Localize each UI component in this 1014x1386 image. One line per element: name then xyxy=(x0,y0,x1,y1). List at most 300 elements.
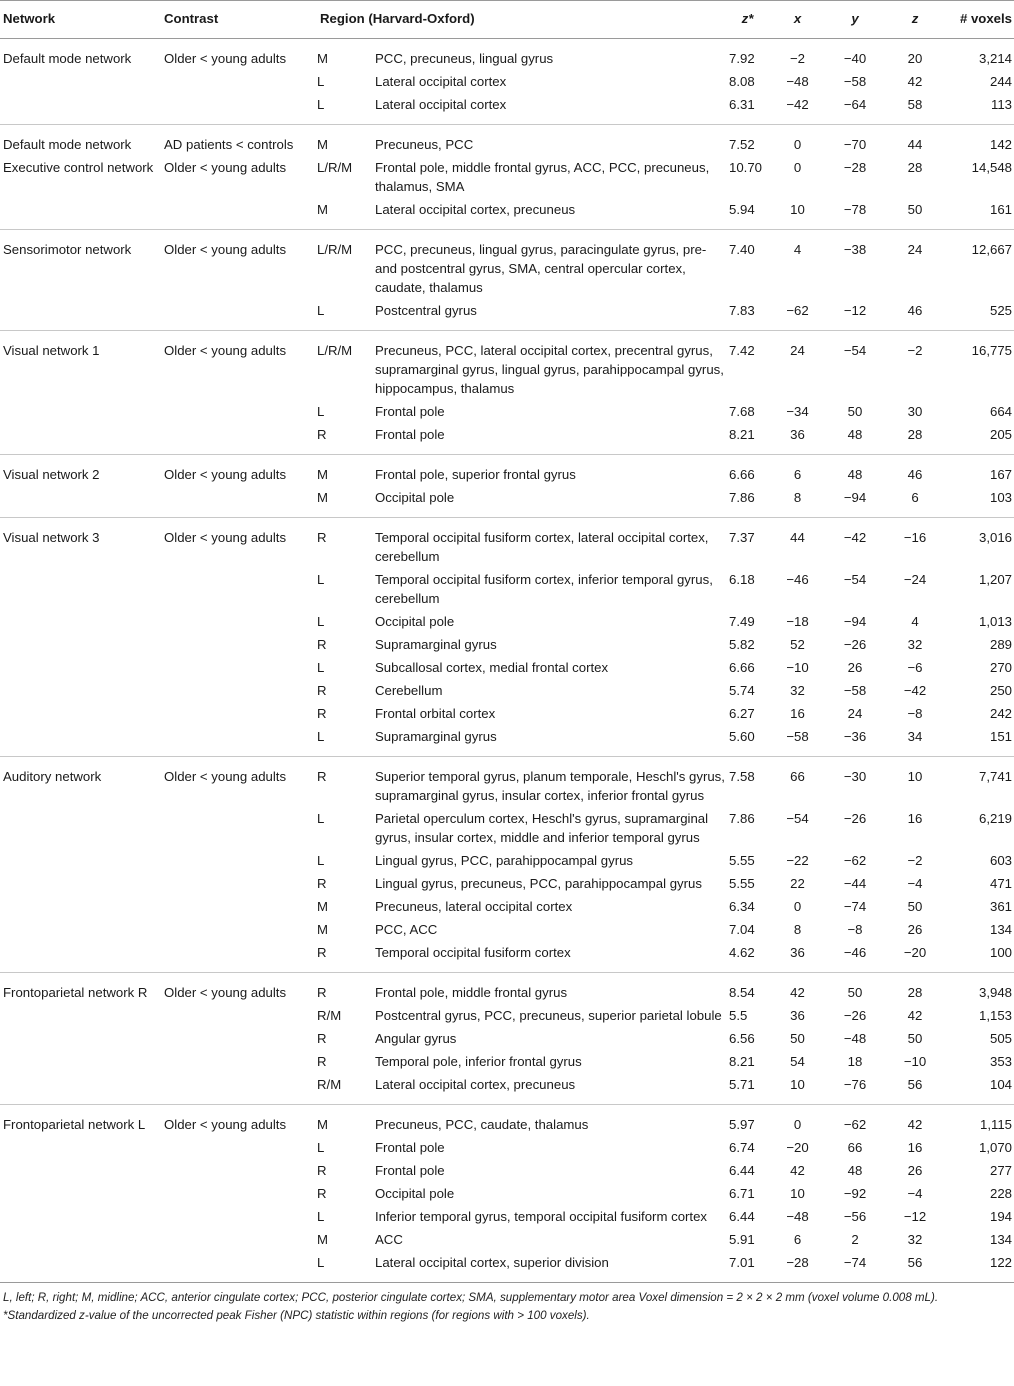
network-cell xyxy=(0,198,161,230)
zstat-cell: 7.52 xyxy=(729,137,755,152)
y-cell: −48 xyxy=(843,1031,867,1046)
zstat-cell: 5.97 xyxy=(729,1117,755,1132)
network-group xyxy=(0,230,1014,331)
hemisphere-cell: R xyxy=(317,1054,327,1069)
z-cell: 28 xyxy=(907,985,923,1000)
table-row xyxy=(0,1205,1014,1228)
z-cell: −2 xyxy=(907,853,923,868)
contrast-cell: AD patients < controls xyxy=(164,137,294,152)
z-cell: 26 xyxy=(907,1163,923,1178)
network-cell xyxy=(0,1159,161,1182)
contrast-cell xyxy=(161,93,317,125)
hemisphere-cell: M xyxy=(317,490,328,505)
region-cell: Lingual gyrus, precuneus, PCC, parahippocampal gyrus xyxy=(375,876,702,891)
network-group xyxy=(0,331,1014,455)
zstat-cell: 6.66 xyxy=(729,660,755,675)
region-cell: Temporal occipital fusiform cortex, lateral occipital cortex, cerebellum xyxy=(375,530,709,564)
x-cell: −48 xyxy=(786,74,809,89)
table-row xyxy=(0,486,1014,518)
z-cell: 28 xyxy=(907,427,923,442)
network-cell xyxy=(0,1251,161,1283)
voxels-cell: 205 xyxy=(990,427,1013,442)
zstat-cell: 8.21 xyxy=(729,1054,755,1069)
region-cell: Inferior temporal gyrus, temporal occipital fusiform cortex xyxy=(375,1209,708,1224)
x-cell: 32 xyxy=(790,683,805,698)
voxels-cell: 194 xyxy=(990,1209,1013,1224)
x-cell: −22 xyxy=(786,853,809,868)
hemisphere-cell: R xyxy=(317,1031,327,1046)
voxels-cell: 505 xyxy=(990,1031,1013,1046)
contrast-cell xyxy=(161,633,317,656)
x-cell: −58 xyxy=(786,729,809,744)
zstat-cell: 5.55 xyxy=(729,876,755,891)
x-cell: 0 xyxy=(793,160,802,175)
voxels-cell: 1,013 xyxy=(979,614,1013,629)
x-cell: −10 xyxy=(786,660,809,675)
hemisphere-cell: L xyxy=(317,74,325,89)
hemisphere-cell: M xyxy=(317,51,328,66)
x-cell: 16 xyxy=(790,706,805,721)
contrast-cell xyxy=(161,1228,317,1251)
z-cell: 44 xyxy=(907,137,923,152)
table-row xyxy=(0,872,1014,895)
voxels-cell: 289 xyxy=(990,637,1013,652)
z-cell: 56 xyxy=(907,1255,923,1270)
zstat-cell: 7.92 xyxy=(729,51,755,66)
voxels-cell: 3,948 xyxy=(979,985,1013,1000)
table-row xyxy=(0,1159,1014,1182)
voxels-cell: 6,219 xyxy=(979,811,1013,826)
z-cell: 50 xyxy=(907,899,923,914)
z-cell: −20 xyxy=(903,945,927,960)
network-cell xyxy=(0,610,161,633)
table-row xyxy=(0,70,1014,93)
voxels-cell: 3,214 xyxy=(979,51,1013,66)
network-cell: Executive control network xyxy=(3,160,154,175)
z-cell: 6 xyxy=(911,490,919,505)
y-cell: −78 xyxy=(843,202,867,217)
z-cell: 16 xyxy=(907,811,923,826)
table-row xyxy=(0,230,1014,300)
zstat-cell: 5.74 xyxy=(729,683,755,698)
z-cell: 4 xyxy=(911,614,919,629)
contrast-cell xyxy=(161,895,317,918)
hemisphere-cell: R xyxy=(317,769,327,784)
region-cell: Temporal occipital fusiform cortex, inferior temporal gyrus, cerebellum xyxy=(375,572,713,606)
voxels-cell: 113 xyxy=(990,97,1013,112)
region-cell: Supramarginal gyrus xyxy=(375,637,497,652)
network-cell: Frontoparietal network L xyxy=(3,1117,146,1132)
network-cell xyxy=(0,1182,161,1205)
table-row xyxy=(0,1182,1014,1205)
zstat-cell: 10.70 xyxy=(729,160,763,175)
hemisphere-cell: R/M xyxy=(317,1077,342,1092)
y-cell: 66 xyxy=(847,1140,863,1155)
region-cell: Temporal pole, inferior frontal gyrus xyxy=(375,1054,582,1069)
y-cell: −38 xyxy=(843,242,867,257)
x-cell: −18 xyxy=(786,614,809,629)
y-cell: 24 xyxy=(847,706,863,721)
hemisphere-cell: L xyxy=(317,811,325,826)
hemisphere-cell: L xyxy=(317,853,325,868)
x-cell: 8 xyxy=(793,922,802,937)
network-cell xyxy=(0,895,161,918)
region-cell: Frontal orbital cortex xyxy=(375,706,496,721)
x-cell: 24 xyxy=(790,343,805,358)
region-cell: PCC, precuneus, lingual gyrus, paracingulate gyrus, pre- and postcentral gyrus, SMA, central opercular cortex, caudate, thalamus xyxy=(375,242,707,295)
y-cell: −70 xyxy=(843,137,867,152)
hemisphere-cell: L xyxy=(317,1140,325,1155)
contrast-cell: Older < young adults xyxy=(164,160,287,175)
y-cell: −26 xyxy=(843,637,867,652)
zstat-cell: 7.40 xyxy=(729,242,755,257)
voxels-cell: 134 xyxy=(990,922,1013,937)
z-cell: 56 xyxy=(907,1077,923,1092)
region-cell: PCC, ACC xyxy=(375,922,438,937)
x-cell: 10 xyxy=(790,1077,805,1092)
z-cell: −2 xyxy=(907,343,923,358)
zstat-cell: 6.27 xyxy=(729,706,755,721)
voxels-cell: 1,115 xyxy=(979,1117,1013,1132)
y-cell: −94 xyxy=(843,614,867,629)
x-cell: 4 xyxy=(793,242,802,257)
contrast-cell xyxy=(161,568,317,610)
header-region: Region (Harvard-Oxford) xyxy=(317,1,725,39)
region-cell: Postcentral gyrus, PCC, precuneus, superior parietal lobule xyxy=(375,1008,722,1023)
region-cell: Lateral occipital cortex, superior division xyxy=(375,1255,609,1270)
contrast-cell: Older < young adults xyxy=(164,985,287,1000)
contrast-cell xyxy=(161,423,317,455)
hemisphere-cell: M xyxy=(317,137,328,152)
table-row xyxy=(0,849,1014,872)
y-cell: −26 xyxy=(843,811,867,826)
z-cell: 32 xyxy=(907,637,923,652)
contrast-cell xyxy=(161,198,317,230)
z-cell: −6 xyxy=(907,660,923,675)
table-footnotes xyxy=(0,1283,1014,1325)
table-row xyxy=(0,656,1014,679)
x-cell: −42 xyxy=(786,97,809,112)
zstat-cell: 7.86 xyxy=(729,811,755,826)
z-cell: −10 xyxy=(903,1054,927,1069)
network-cell xyxy=(0,633,161,656)
network-cell xyxy=(0,1004,161,1027)
zstat-cell: 6.18 xyxy=(729,572,755,587)
x-cell: 22 xyxy=(790,876,805,891)
footnote-zstat: *Standardized z-value of the uncorrected peak Fisher (NPC) statistic within regions (for regions with > 100 voxels). xyxy=(3,1309,590,1322)
y-cell: −74 xyxy=(843,1255,867,1270)
hemisphere-cell: M xyxy=(317,1232,328,1247)
region-cell: Precuneus, PCC xyxy=(375,137,474,152)
network-cell xyxy=(0,941,161,973)
network-cell xyxy=(0,849,161,872)
voxels-cell: 1,070 xyxy=(979,1140,1013,1155)
contrast-cell xyxy=(161,70,317,93)
hemisphere-cell: L xyxy=(317,97,325,112)
x-cell: 10 xyxy=(790,202,805,217)
hemisphere-cell: M xyxy=(317,899,328,914)
region-cell: ACC xyxy=(375,1232,403,1247)
contrast-cell xyxy=(161,1251,317,1283)
voxels-cell: 270 xyxy=(990,660,1013,675)
x-cell: −54 xyxy=(786,811,809,826)
z-cell: 50 xyxy=(907,202,923,217)
x-cell: −46 xyxy=(786,572,809,587)
contrast-cell xyxy=(161,941,317,973)
hemisphere-cell: L xyxy=(317,729,325,744)
z-cell: 20 xyxy=(907,51,923,66)
network-group xyxy=(0,156,1014,230)
zstat-cell: 4.62 xyxy=(729,945,755,960)
network-cell xyxy=(0,299,161,331)
header-contrast: Contrast xyxy=(161,1,317,39)
zstat-cell: 7.01 xyxy=(729,1255,755,1270)
contrast-cell xyxy=(161,1027,317,1050)
contrast-cell xyxy=(161,299,317,331)
zstat-cell: 6.31 xyxy=(729,97,755,112)
region-cell: Superior temporal gyrus, planum temporale, Heschl's gyrus, supramarginal gyrus, insular cortex, inferior frontal gyrus xyxy=(375,769,725,803)
table-row xyxy=(0,1073,1014,1105)
contrast-cell xyxy=(161,872,317,895)
hemisphere-cell: L xyxy=(317,572,325,587)
table-row xyxy=(0,125,1014,157)
network-cell xyxy=(0,400,161,423)
contrast-cell xyxy=(161,610,317,633)
zstat-cell: 8.21 xyxy=(729,427,755,442)
x-cell: 6 xyxy=(793,1232,802,1247)
voxels-cell: 3,016 xyxy=(979,530,1013,545)
network-group xyxy=(0,1105,1014,1283)
zstat-cell: 7.68 xyxy=(729,404,755,419)
y-cell: −64 xyxy=(843,97,867,112)
table-row xyxy=(0,156,1014,198)
y-cell: −36 xyxy=(843,729,867,744)
y-cell: −28 xyxy=(843,160,867,175)
region-cell: Lingual gyrus, PCC, parahippocampal gyrus xyxy=(375,853,634,868)
z-cell: −4 xyxy=(907,1186,923,1201)
footnote-abbreviations: L, left; R, right; M, midline; ACC, anterior cingulate cortex; PCC, posterior cingulate cortex; SMA, supplementary motor area Voxel dimension = 2 × 2 × 2 mm (voxel volume 0.008 mL). xyxy=(3,1291,939,1304)
zstat-cell: 6.56 xyxy=(729,1031,755,1046)
y-cell: −30 xyxy=(843,769,867,784)
hemisphere-cell: L xyxy=(317,404,325,419)
network-group xyxy=(0,518,1014,757)
y-cell: −44 xyxy=(843,876,867,891)
voxels-cell: 161 xyxy=(990,202,1013,217)
z-cell: 46 xyxy=(907,303,923,318)
table-row xyxy=(0,1105,1014,1137)
contrast-cell xyxy=(161,1073,317,1105)
table-row xyxy=(0,400,1014,423)
zstat-cell: 6.44 xyxy=(729,1209,755,1224)
region-cell: Parietal operculum cortex, Heschl's gyrus, supramarginal gyrus, insular cortex, middle and inferior temporal gyrus xyxy=(375,811,709,845)
region-cell: Temporal occipital fusiform cortex xyxy=(375,945,571,960)
contrast-cell xyxy=(161,807,317,849)
table-row xyxy=(0,702,1014,725)
x-cell: −48 xyxy=(786,1209,809,1224)
contrast-cell xyxy=(161,679,317,702)
voxels-cell: 361 xyxy=(990,899,1013,914)
y-cell: 48 xyxy=(847,427,863,442)
region-cell: Precuneus, PCC, caudate, thalamus xyxy=(375,1117,589,1132)
zstat-cell: 5.55 xyxy=(729,853,755,868)
x-cell: 0 xyxy=(793,1117,802,1132)
network-cell xyxy=(0,1136,161,1159)
voxels-cell: 12,667 xyxy=(971,242,1013,257)
contrast-cell xyxy=(161,400,317,423)
network-group xyxy=(0,973,1014,1105)
y-cell: −62 xyxy=(843,853,867,868)
x-cell: −62 xyxy=(786,303,809,318)
voxels-cell: 471 xyxy=(990,876,1013,891)
network-cell xyxy=(0,70,161,93)
x-cell: −20 xyxy=(786,1140,809,1155)
zstat-cell: 7.04 xyxy=(729,922,755,937)
header-network: Network xyxy=(0,1,161,39)
table-row xyxy=(0,568,1014,610)
table-row xyxy=(0,423,1014,455)
hemisphere-cell: R xyxy=(317,1186,327,1201)
voxels-cell: 16,775 xyxy=(971,343,1013,358)
hemisphere-cell: R xyxy=(317,427,327,442)
table-row xyxy=(0,299,1014,331)
zstat-cell: 5.71 xyxy=(729,1077,755,1092)
voxels-cell: 1,153 xyxy=(979,1008,1013,1023)
voxels-cell: 228 xyxy=(990,1186,1013,1201)
z-cell: 42 xyxy=(907,1008,923,1023)
network-cell: Sensorimotor network xyxy=(3,242,132,257)
z-cell: 10 xyxy=(907,769,923,784)
x-cell: 0 xyxy=(793,137,802,152)
network-cell: Visual network 1 xyxy=(3,343,100,358)
z-cell: 50 xyxy=(907,1031,923,1046)
y-cell: −54 xyxy=(843,572,867,587)
hemisphere-cell: R xyxy=(317,985,327,1000)
table-row xyxy=(0,757,1014,808)
network-cell xyxy=(0,1050,161,1073)
table-row xyxy=(0,518,1014,569)
zstat-cell: 7.83 xyxy=(729,303,755,318)
zstat-cell: 7.86 xyxy=(729,490,755,505)
y-cell: 48 xyxy=(847,1163,863,1178)
hemisphere-cell: L/R/M xyxy=(317,160,353,175)
network-cell xyxy=(0,918,161,941)
z-cell: 30 xyxy=(907,404,923,419)
network-group xyxy=(0,757,1014,973)
region-cell: PCC, precuneus, lingual gyrus xyxy=(375,51,554,66)
voxels-cell: 242 xyxy=(990,706,1013,721)
table-row xyxy=(0,1050,1014,1073)
hemisphere-cell: L/R/M xyxy=(317,242,353,257)
x-cell: 50 xyxy=(790,1031,805,1046)
x-cell: 54 xyxy=(790,1054,805,1069)
hemisphere-cell: L/R/M xyxy=(317,343,353,358)
hemisphere-cell: R xyxy=(317,945,327,960)
network-cell xyxy=(0,1205,161,1228)
region-cell: Supramarginal gyrus xyxy=(375,729,497,744)
region-cell: Lateral occipital cortex, precuneus xyxy=(375,1077,576,1092)
y-cell: 2 xyxy=(851,1232,859,1247)
contrast-cell: Older < young adults xyxy=(164,343,287,358)
hemisphere-cell: R xyxy=(317,530,327,545)
region-cell: Occipital pole xyxy=(375,614,455,629)
network-cell xyxy=(0,1027,161,1050)
voxels-cell: 103 xyxy=(990,490,1013,505)
network-cell xyxy=(0,486,161,518)
x-cell: −2 xyxy=(789,51,806,66)
x-cell: 36 xyxy=(790,1008,805,1023)
hemisphere-cell: L xyxy=(317,1255,325,1270)
voxels-cell: 14,548 xyxy=(971,160,1013,175)
network-cell xyxy=(0,872,161,895)
x-cell: 8 xyxy=(793,490,802,505)
y-cell: 26 xyxy=(847,660,863,675)
y-cell: −42 xyxy=(843,530,867,545)
hemisphere-cell: L xyxy=(317,660,325,675)
z-cell: 34 xyxy=(907,729,923,744)
table-row xyxy=(0,941,1014,973)
hemisphere-cell: R xyxy=(317,876,327,891)
network-cell: Default mode network xyxy=(3,137,132,152)
zstat-cell: 8.08 xyxy=(729,74,755,89)
x-cell: 36 xyxy=(790,427,805,442)
network-cell: Visual network 3 xyxy=(3,530,100,545)
y-cell: −76 xyxy=(843,1077,867,1092)
network-cell xyxy=(0,725,161,757)
z-cell: −8 xyxy=(907,706,923,721)
table-row xyxy=(0,455,1014,487)
zstat-cell: 7.58 xyxy=(729,769,755,784)
z-cell: 24 xyxy=(907,242,923,257)
y-cell: −46 xyxy=(843,945,867,960)
y-cell: 50 xyxy=(847,404,863,419)
z-cell: −4 xyxy=(907,876,923,891)
hemisphere-cell: R/M xyxy=(317,1008,342,1023)
header-voxels: # voxels xyxy=(945,1,1014,39)
zstat-cell: 5.91 xyxy=(729,1232,755,1247)
y-cell: −74 xyxy=(843,899,867,914)
x-cell: −28 xyxy=(786,1255,809,1270)
voxels-cell: 525 xyxy=(990,303,1013,318)
contrast-cell: Older < young adults xyxy=(164,51,287,66)
x-cell: 44 xyxy=(790,530,805,545)
contrast-cell: Older < young adults xyxy=(164,242,287,257)
header-z: z xyxy=(885,1,945,39)
y-cell: −40 xyxy=(843,51,867,66)
table-row xyxy=(0,1004,1014,1027)
contrast-cell xyxy=(161,1136,317,1159)
hemisphere-cell: M xyxy=(317,1117,328,1132)
x-cell: 10 xyxy=(790,1186,805,1201)
region-cell: Frontal pole, middle frontal gyrus xyxy=(375,985,568,1000)
zstat-cell: 5.60 xyxy=(729,729,755,744)
zstat-cell: 8.54 xyxy=(729,985,755,1000)
voxels-cell: 142 xyxy=(990,137,1013,152)
region-cell: Frontal pole, middle frontal gyrus, ACC, PCC, precuneus, thalamus, SMA xyxy=(375,160,710,194)
region-cell: Occipital pole xyxy=(375,490,455,505)
contrast-cell xyxy=(161,486,317,518)
hemisphere-cell: M xyxy=(317,202,328,217)
z-cell: 46 xyxy=(907,467,923,482)
region-cell: Lateral occipital cortex xyxy=(375,97,507,112)
z-cell: 28 xyxy=(907,160,923,175)
voxels-cell: 7,741 xyxy=(979,769,1013,784)
network-cell: Default mode network xyxy=(3,51,132,66)
network-cell xyxy=(0,656,161,679)
network-group xyxy=(0,455,1014,518)
x-cell: 42 xyxy=(790,985,805,1000)
region-cell: Precuneus, PCC, lateral occipital cortex, precentral gyrus, supramarginal gyrus, lingual gyrus, parahippocampal gyrus, hippocampus, thalamus xyxy=(375,343,724,396)
y-cell: 18 xyxy=(847,1054,863,1069)
